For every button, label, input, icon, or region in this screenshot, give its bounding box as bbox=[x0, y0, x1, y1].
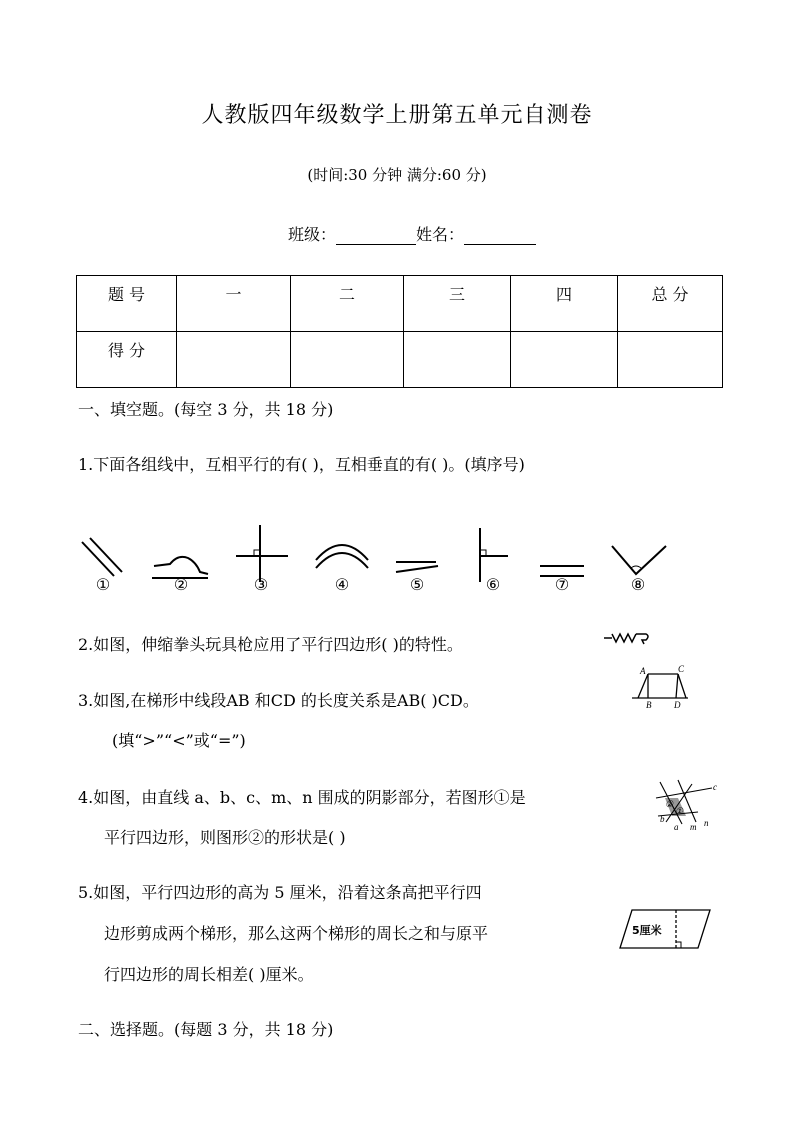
name-blank[interactable] bbox=[464, 226, 536, 245]
figure-5-lines bbox=[396, 562, 438, 572]
question-5-cont1: 边形剪成两个梯形，那么这两个梯形的周长之和与原平 bbox=[104, 924, 489, 943]
height-label: 5厘米 bbox=[632, 924, 662, 937]
name-label: 姓名： bbox=[416, 225, 465, 244]
exam-info: (时间:30 分钟 满分:60 分) bbox=[307, 166, 487, 184]
figure-1-parallel-lines bbox=[82, 538, 122, 576]
score-cell[interactable] bbox=[511, 332, 618, 388]
fig-label-a: a bbox=[674, 822, 679, 832]
score-cell[interactable] bbox=[291, 332, 404, 388]
fig-label-m: m bbox=[690, 822, 697, 832]
class-blank[interactable] bbox=[336, 226, 416, 245]
fig-label-c: c bbox=[713, 782, 717, 792]
section1-heading: 一、填空题。(每空 3 分，共 18 分) bbox=[78, 400, 334, 419]
figure-4-arcs bbox=[316, 545, 368, 568]
fig-label-b: B bbox=[646, 700, 652, 710]
fig-label-c: C bbox=[678, 664, 685, 674]
page-title: 人教版四年级数学上册第五单元自测卷 bbox=[201, 103, 593, 128]
score-cell[interactable] bbox=[618, 332, 723, 388]
parallelogram-figure bbox=[618, 906, 714, 952]
figure-label: ④ bbox=[334, 575, 350, 594]
figure-3-perpendicular-cross bbox=[236, 525, 288, 582]
student-info-row bbox=[288, 222, 536, 245]
figure-6-perpendicular bbox=[480, 528, 508, 582]
trapezoid-figure bbox=[630, 664, 690, 710]
question-3: 3.如图,在梯形中线段AB 和CD 的长度关系是AB( )CD。 bbox=[78, 691, 479, 710]
question-4-cont: 平行四边形，则图形②的形状是( ) bbox=[104, 828, 346, 847]
score-cell[interactable] bbox=[404, 332, 511, 388]
fig-label-n: n bbox=[704, 818, 709, 828]
fig-label-a: A bbox=[640, 666, 646, 676]
class-label: 班级： bbox=[288, 225, 337, 244]
figure-8-angle bbox=[612, 546, 666, 574]
header-cell: 二 bbox=[291, 276, 404, 332]
header-cell: 题 号 bbox=[77, 276, 177, 332]
section2-heading: 二、选择题。(每题 3 分，共 18 分) bbox=[78, 1020, 334, 1039]
question-5: 5.如图，平行四边形的高为 5 厘米，沿着这条高把平行四 bbox=[78, 883, 482, 902]
figure-label: ⑥ bbox=[485, 575, 501, 594]
score-table-header-row bbox=[77, 276, 723, 332]
fig-label-region-1: ① bbox=[675, 806, 684, 816]
fig-label-region-2: ② bbox=[665, 799, 674, 809]
figure-label: ③ bbox=[253, 575, 269, 594]
question-2: 2.如图，伸缩拳头玩具枪应用了平行四边形( )的特性。 bbox=[78, 635, 463, 654]
question-1: 1.下面各组线中，互相平行的有( )，互相垂直的有( )。(填序号) bbox=[78, 455, 525, 474]
line-figure-labels bbox=[70, 575, 680, 599]
header-cell: 四 bbox=[511, 276, 618, 332]
figure-label: ① bbox=[95, 575, 111, 594]
header-cell: 总 分 bbox=[618, 276, 723, 332]
figure-label: ⑤ bbox=[409, 575, 425, 594]
fig-label-d: D bbox=[674, 700, 681, 710]
figure-label: ⑦ bbox=[554, 575, 570, 594]
header-cell: 一 bbox=[177, 276, 291, 332]
figure-label: ② bbox=[173, 575, 189, 594]
toy-gun-icon bbox=[602, 628, 654, 648]
question-3-hint: (填“>”“<”或“=”) bbox=[112, 731, 246, 750]
header-cell: 三 bbox=[404, 276, 511, 332]
fig-label-b: b bbox=[660, 814, 665, 824]
figure-label: ⑧ bbox=[630, 575, 646, 594]
intersecting-lines-figure bbox=[652, 776, 722, 834]
score-table bbox=[76, 275, 723, 388]
row-label-cell: 得 分 bbox=[77, 332, 177, 388]
score-table-score-row bbox=[77, 332, 723, 388]
question-4: 4.如图，由直线 a、b、c、m、n 围成的阴影部分，若图形①是 bbox=[78, 788, 526, 807]
score-cell[interactable] bbox=[177, 332, 291, 388]
question-5-cont2: 行四边形的周长相差( )厘米。 bbox=[104, 965, 314, 984]
